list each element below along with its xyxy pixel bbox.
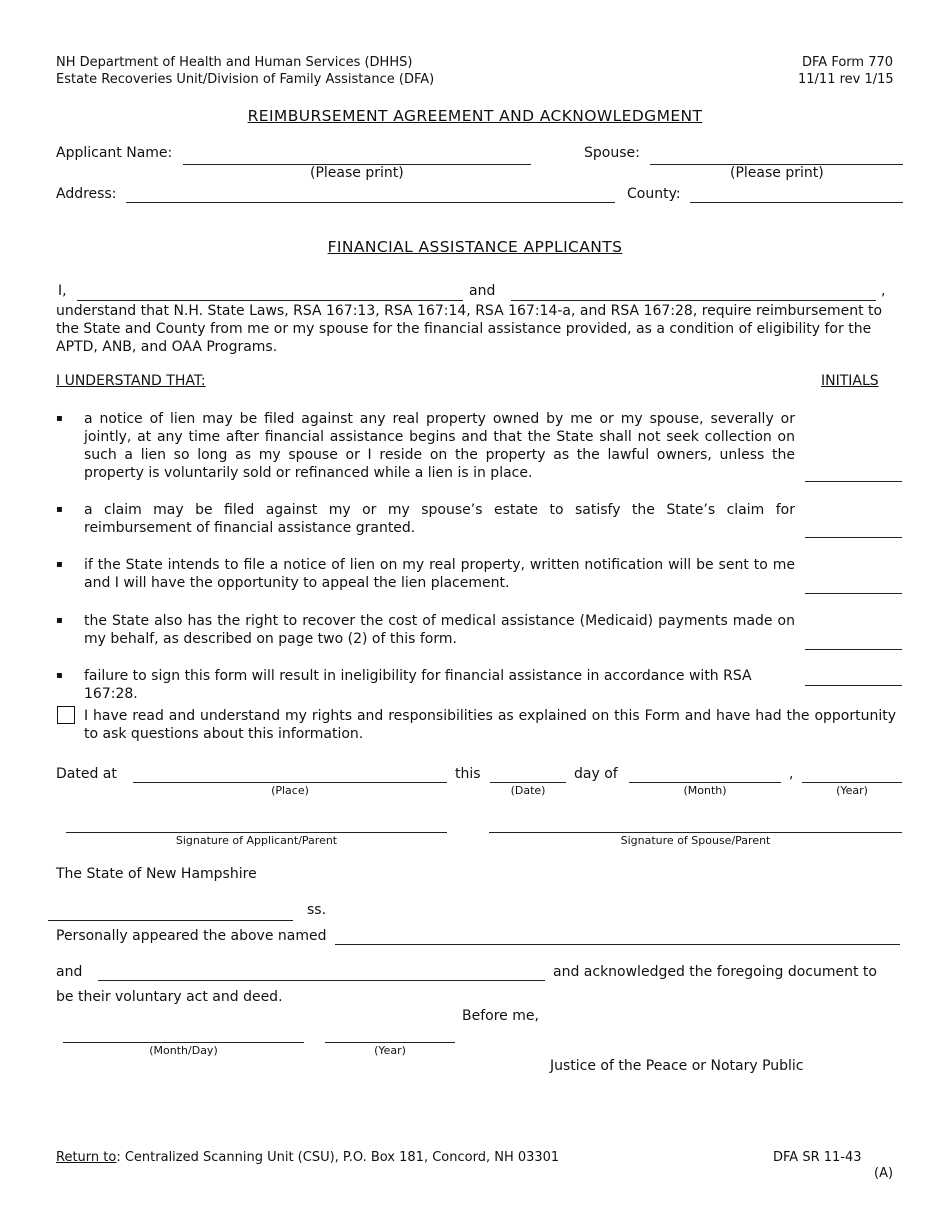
applicant-signature-field[interactable]	[66, 832, 447, 833]
footer-version: (A)	[874, 1166, 894, 1181]
bullet-2: ▪	[56, 504, 63, 515]
initials-field-3[interactable]	[805, 593, 902, 594]
footer-code: DFA SR 11-43	[773, 1150, 862, 1165]
understand-item-5: failure to sign this form will result in ineligibility for financial assistance in accordance with RSA 167:28.	[84, 668, 752, 702]
state-label: The State of New Hampshire	[56, 866, 257, 882]
appeared-label: Personally appeared the above named	[56, 928, 327, 944]
applicant-name-label: Applicant Name:	[56, 145, 173, 161]
return-to-address: : Centralized Scanning Unit (CSU), P.O. Box 181, Concord, NH 03301	[116, 1150, 560, 1165]
notary-year-field[interactable]	[325, 1042, 455, 1043]
initials-field-1[interactable]	[805, 481, 902, 482]
acknowledge-checkbox[interactable]	[57, 706, 75, 724]
understand-item-4: the State also has the right to recover the cost of medical assistance (Medicaid) payments made on my behalf, as described on page two (2) of this form.	[84, 613, 795, 647]
intro-applicant-field[interactable]	[77, 300, 463, 301]
form-number: DFA Form 770	[802, 55, 894, 70]
this-label: this	[455, 766, 481, 782]
appeared-name-field[interactable]	[335, 944, 900, 945]
place-caption: (Place)	[271, 784, 309, 797]
intro-text: understand that N.H. State Laws, RSA 167:13, RSA 167:14, RSA 167:14-a, and RSA 167:28, require reimbursement to the State and County from me or my spouse for the financial assistance provided, as a condition of eligibility for the APTD, ANB, and OAA Programs.	[56, 303, 883, 355]
initials-field-5[interactable]	[805, 685, 902, 686]
second-name-field[interactable]	[98, 980, 545, 981]
org-line-2: Estate Recoveries Unit/Division of Family Assistance (DFA)	[56, 72, 435, 87]
day-of-label: day of	[574, 766, 618, 782]
justice-label: Justice of the Peace or Notary Public	[550, 1058, 804, 1074]
bullet-5: ▪	[56, 670, 63, 681]
intro-spouse-field[interactable]	[511, 300, 876, 301]
date-caption: (Date)	[510, 784, 546, 797]
form-revision: 11/11 rev 1/15	[798, 72, 894, 87]
initials-heading: INITIALS	[821, 373, 879, 389]
spouse-signature-field[interactable]	[489, 832, 902, 833]
notary-and-label: and	[56, 964, 83, 980]
understand-item-2: a claim may be filed against my or my spouse’s estate to satisfy the State’s claim for reimbursement of financial assistance granted.	[84, 502, 795, 536]
intro-and-label: and	[469, 283, 496, 299]
bullet-3: ▪	[56, 559, 63, 570]
county-label: County:	[627, 186, 681, 202]
spouse-signature-caption: Signature of Spouse/Parent	[620, 834, 771, 847]
intro-comma: ,	[881, 283, 886, 299]
understand-item-3: if the State intends to file a notice of lien on my real property, written notification will be sent to me and I will have the opportunity to appeal the lien placement.	[84, 557, 795, 591]
before-me-text: Before me,	[462, 1008, 539, 1024]
initials-field-2[interactable]	[805, 537, 902, 538]
return-to	[56, 1150, 559, 1165]
county-venue-field[interactable]	[48, 920, 293, 921]
voluntary-text: be their voluntary act and deed.	[56, 989, 283, 1005]
month-day-caption: (Month/Day)	[149, 1044, 218, 1057]
return-to-label: Return to	[56, 1150, 117, 1165]
section-title: FINANCIAL ASSISTANCE APPLICANTS	[327, 238, 623, 256]
bullet-4: ▪	[56, 615, 63, 626]
month-day-field[interactable]	[63, 1042, 304, 1043]
acknowledged-text: and acknowledged the foregoing document to	[553, 964, 877, 980]
month-field[interactable]	[629, 782, 781, 783]
year-field[interactable]	[802, 782, 902, 783]
address-label: Address:	[56, 186, 117, 202]
place-field[interactable]	[133, 782, 447, 783]
month-caption: (Month)	[683, 784, 727, 797]
notary-year-caption: (Year)	[374, 1044, 406, 1057]
spouse-label: Spouse:	[584, 145, 640, 161]
intro-i-label: I,	[58, 283, 67, 299]
org-line-1: NH Department of Health and Human Services (DHHS)	[56, 55, 413, 70]
acknowledge-text: I have read and understand my rights and responsibilities as explained on this Form and have had the opportunity to ask questions about this information.	[84, 708, 896, 742]
ss-label: ss.	[307, 902, 327, 918]
dated-at-label: Dated at	[56, 766, 117, 782]
applicant-please-print: (Please print)	[310, 165, 404, 181]
year-caption: (Year)	[836, 784, 868, 797]
address-field[interactable]	[126, 202, 615, 203]
spouse-please-print: (Please print)	[730, 165, 824, 181]
applicant-signature-caption: Signature of Applicant/Parent	[175, 834, 338, 847]
date-field[interactable]	[490, 782, 566, 783]
dated-comma: ,	[789, 766, 794, 782]
understand-heading: I UNDERSTAND THAT:	[56, 373, 206, 389]
understand-item-1: a notice of lien may be filed against any real property owned by me or my spouse, severally or jointly, at any time after financial assistance begins and that the State shall not seek collection on such a lien so long as my spouse or I reside on the property as the lawful owners, unless the property is voluntarily sold or refinanced while a lien is in place.	[84, 411, 795, 481]
initials-field-4[interactable]	[805, 649, 902, 650]
county-field[interactable]	[690, 202, 903, 203]
bullet-1: ▪	[56, 413, 63, 424]
page-title: REIMBURSEMENT AGREEMENT AND ACKNOWLEDGMENT	[247, 107, 703, 125]
